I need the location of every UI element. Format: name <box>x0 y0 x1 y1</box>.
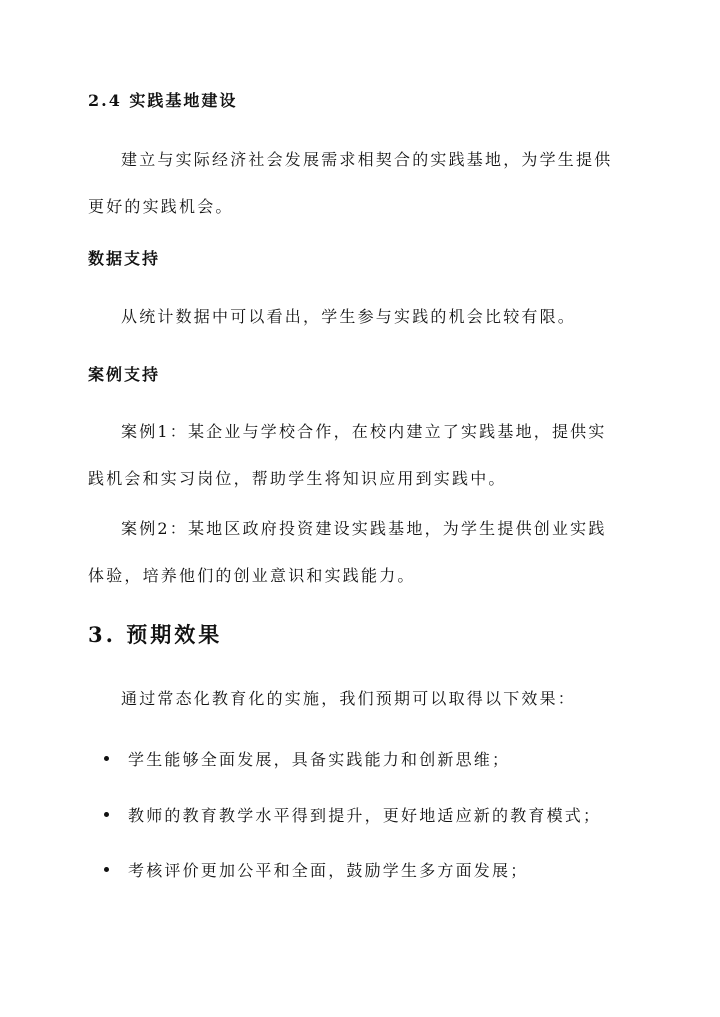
paragraph-line: 建立与实际经济社会发展需求相契合的实践基地，为学生提供 <box>121 150 613 169</box>
paragraph-case-2 <box>88 505 633 599</box>
list-item <box>104 860 528 882</box>
paragraph-practice-base <box>88 136 633 230</box>
paragraph-data-support <box>88 293 633 340</box>
list-item-text: 教师的教育教学水平得到提升，更好地适应新的教育模式； <box>128 806 602 825</box>
paragraph-line: 从统计数据中可以看出，学生参与实践的机会比较有限。 <box>121 307 577 326</box>
list-item <box>104 805 601 827</box>
list-item <box>104 749 510 771</box>
bullet-dot-icon <box>104 867 109 872</box>
paragraph-case-1 <box>88 408 633 502</box>
list-item-text: 学生能够全面发展，具备实践能力和创新思维； <box>128 750 511 769</box>
section-heading-data-support: 数据支持 <box>88 249 161 268</box>
paragraph-line: 案例2：某地区政府投资建设实践基地，为学生提供创业实践 <box>121 519 607 538</box>
paragraph-line: 案例1：某企业与学校合作，在校内建立了实践基地，提供实 <box>121 422 607 441</box>
paragraph-line: 更好的实践机会。 <box>88 197 234 216</box>
bullet-dot-icon <box>104 812 109 817</box>
paragraph-line: 通过常态化教育化的实施，我们预期可以取得以下效果： <box>121 689 577 708</box>
section-heading-practice-base: 2.4 实践基地建设 <box>88 91 238 110</box>
paragraph-line: 体验，培养他们的创业意识和实践能力。 <box>88 566 416 585</box>
list-item-text: 考核评价更加公平和全面，鼓励学生多方面发展； <box>128 861 529 880</box>
paragraph-expected-intro <box>88 675 633 722</box>
paragraph-line: 践机会和实习岗位，帮助学生将知识应用到实践中。 <box>88 469 507 488</box>
section-heading-expected-effects: 3. 预期效果 <box>88 622 223 647</box>
section-heading-case-support: 案例支持 <box>88 365 161 384</box>
bullet-dot-icon <box>104 756 109 761</box>
